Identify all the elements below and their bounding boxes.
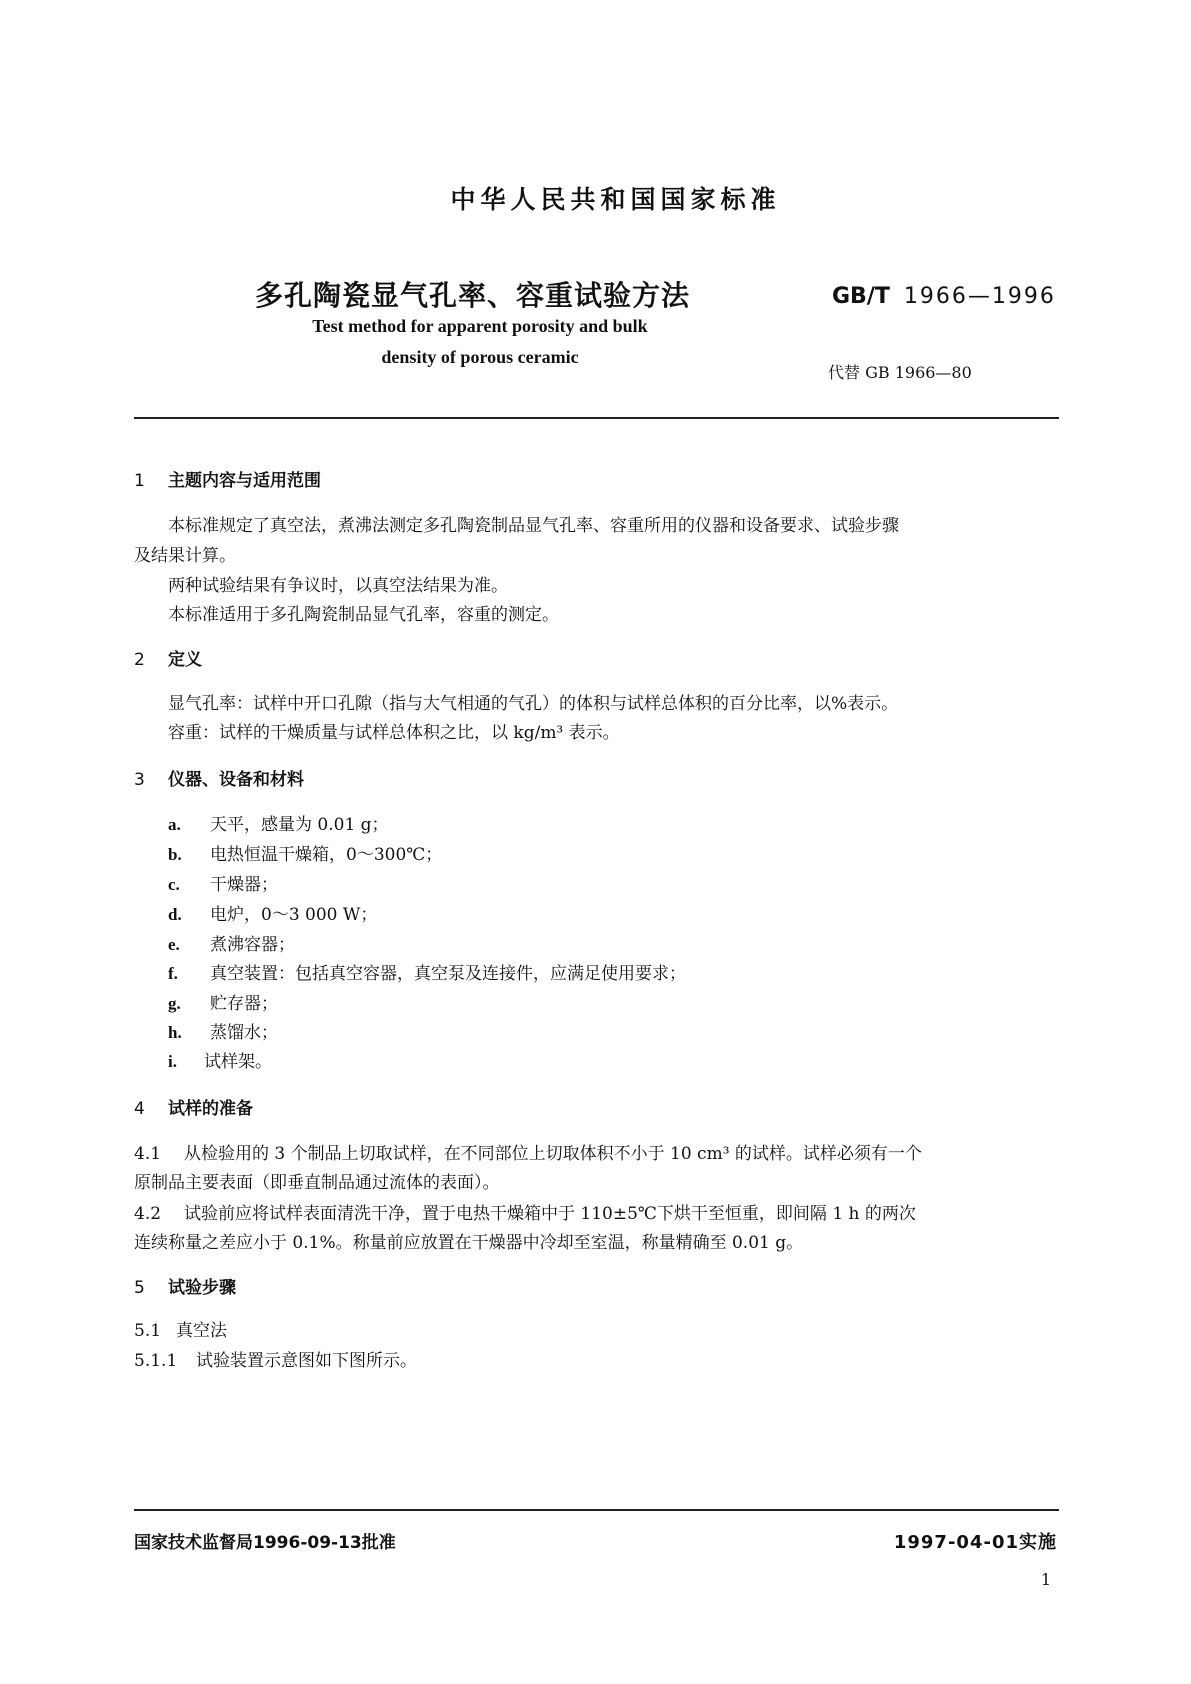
paragraph: 本标准适用于多孔陶瓷制品显气孔率，容重的测定。	[168, 605, 559, 625]
clause-number: 5.1.1	[134, 1351, 178, 1371]
list-item	[168, 810, 389, 835]
list-item-label: a.	[168, 815, 181, 834]
paragraph: 两种试验结果有争议时，以真空法结果为准。	[168, 576, 508, 596]
section-title: 试验步骤	[168, 1278, 236, 1298]
clause-number: 4.2	[134, 1204, 162, 1224]
clause-text: 试验前应将试样表面清洗干净，置于电热干燥箱中于 110±5℃下烘干至恒重，即间隔 1 h 的两次	[184, 1204, 916, 1224]
english-title-line1: Test method for apparent porosity and bulk	[312, 316, 648, 336]
list-item	[168, 900, 377, 925]
standard-code: 1966—1996	[903, 284, 1056, 309]
list-item	[168, 959, 686, 984]
paragraph: 连续称量之差应小于 0.1%。称量前应放置在干燥器中冷却至室温，称量精确至 0.01 g。	[134, 1233, 804, 1253]
standard-number	[832, 284, 1056, 309]
section-5-heading	[134, 1273, 236, 1298]
list-item-label: i.	[168, 1052, 177, 1071]
list-item-label: e.	[168, 935, 180, 954]
list-item-text: 干燥器；	[210, 875, 278, 895]
clause-5-1-1	[134, 1346, 417, 1371]
clause-number: 4.1	[134, 1144, 162, 1164]
paragraph: 及结果计算。	[134, 546, 236, 566]
list-item-text: 真空装置：包括真空容器，真空泵及连接件，应满足使用要求；	[210, 964, 686, 984]
clause-text: 从检验用的 3 个制品上切取试样，在不同部位上切取体积不小于 10 cm³ 的试样。试样必须有一个	[184, 1144, 922, 1164]
section-2-heading	[134, 645, 202, 670]
section-4-heading	[134, 1094, 253, 1119]
effective-date: 1997-04-01实施	[893, 1532, 1057, 1553]
list-item-text: 试样架。	[204, 1052, 272, 1072]
list-item-text: 天平，感量为 0.01 g；	[210, 815, 389, 835]
list-item-text: 煮沸容器；	[210, 935, 295, 955]
section-1-heading	[134, 466, 321, 491]
clause-number: 5.1	[134, 1321, 162, 1341]
list-item	[168, 1047, 272, 1072]
list-item	[168, 840, 442, 865]
list-item-label: h.	[168, 1023, 182, 1042]
list-item-label: d.	[168, 905, 182, 924]
replaces-note: 代替 GB 1966—80	[828, 363, 972, 382]
list-item-label: g.	[168, 994, 181, 1013]
list-item-text: 贮存器；	[210, 994, 278, 1014]
list-item-text: 电炉，0～3 000 W；	[210, 905, 378, 925]
section-number: 4	[134, 1099, 145, 1119]
clause-4-2	[134, 1199, 916, 1224]
paragraph: 原制品主要表面（即垂直制品通过流体的表面）。	[134, 1173, 500, 1193]
section-3-heading	[134, 765, 304, 790]
list-item	[168, 930, 295, 955]
section-number: 5	[134, 1278, 145, 1298]
section-title: 定义	[168, 650, 202, 670]
list-item	[168, 870, 278, 895]
national-standard-heading: 中华人民共和国国家标准	[450, 185, 781, 214]
english-title-line2: density of porous ceramic	[381, 347, 579, 367]
header-divider	[134, 417, 1059, 419]
standard-prefix: GB/T	[832, 284, 890, 309]
list-item-label: c.	[168, 875, 180, 894]
clause-4-1	[134, 1139, 922, 1164]
list-item-text: 电热恒温干燥箱，0～300℃；	[210, 845, 443, 865]
list-item-label: b.	[168, 845, 182, 864]
section-title: 仪器、设备和材料	[168, 770, 304, 790]
section-number: 3	[134, 770, 145, 790]
section-number: 1	[134, 471, 145, 491]
document-title: 多孔陶瓷显气孔率、容重试验方法	[255, 279, 691, 312]
footer-divider	[134, 1509, 1059, 1511]
section-number: 2	[134, 650, 145, 670]
page-number: 1	[1040, 1570, 1051, 1589]
section-title: 主题内容与适用范围	[168, 471, 321, 491]
clause-text: 真空法	[176, 1321, 227, 1341]
clause-5-1	[134, 1316, 227, 1341]
definition-bulk-density: 容重：试样的干燥质量与试样总体积之比，以 kg/m³ 表示。	[168, 723, 620, 743]
clause-text: 试验装置示意图如下图所示。	[196, 1351, 417, 1371]
approval-date: 国家技术监督局1996-09-13批准	[134, 1533, 396, 1553]
list-item	[168, 1018, 278, 1043]
paragraph: 本标准规定了真空法，煮沸法测定多孔陶瓷制品显气孔率、容重所用的仪器和设备要求、试验步骤	[168, 516, 899, 536]
definition-porosity: 显气孔率：试样中开口孔隙（指与大气相通的气孔）的体积与试样总体积的百分比率，以%表示。	[168, 694, 899, 714]
list-item-text: 蒸馏水；	[210, 1023, 278, 1043]
list-item	[168, 989, 278, 1014]
list-item-label: f.	[168, 964, 178, 983]
section-title: 试样的准备	[168, 1099, 253, 1119]
